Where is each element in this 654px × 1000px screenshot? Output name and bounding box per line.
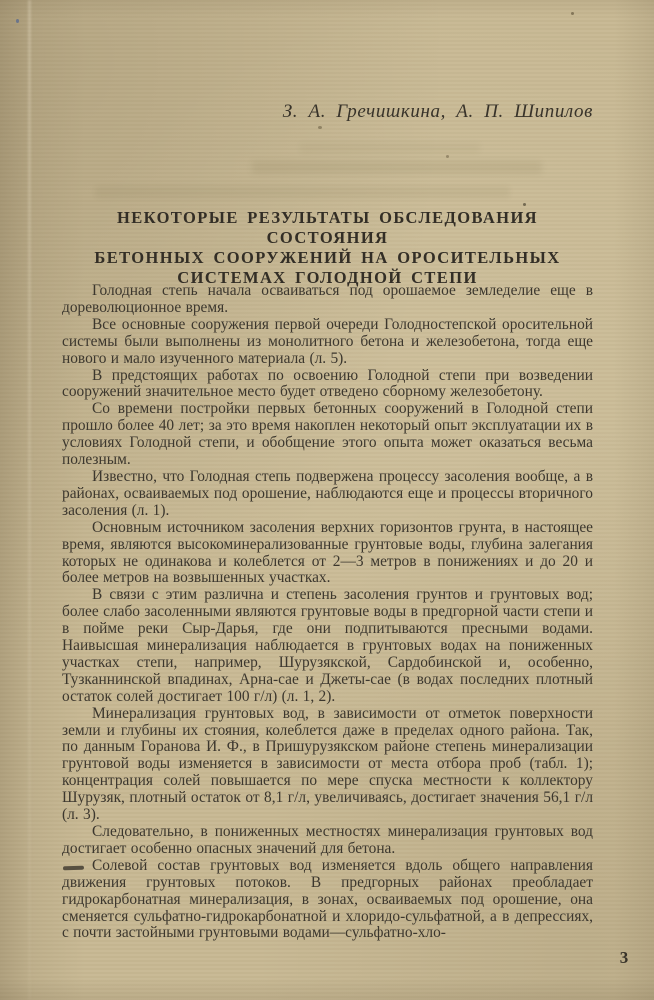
paper-speck	[571, 12, 574, 15]
body-paragraph: Следовательно, в пониженных местностях минерализация грунтовых вод достигает особенно опасных значений для бетона.	[62, 823, 593, 857]
article-title-line-3: СИСТЕМАХ ГОЛОДНОЙ СТЕПИ	[177, 268, 478, 287]
body-paragraph: Известно, что Голодная степь подвержена процессу засоления вообще, а в районах, осваиваемых под орошение, наблюдаются еще и процессы вторичного засоления (л. 1).	[62, 467, 593, 519]
paper-speck	[446, 155, 449, 158]
body-paragraph: Основным источником засоления верхних горизонтов грунта, в настоящее время, являются высокоминерализованные грунтовые воды, глубина залегания которых не одинакова и колеблется от 2—3 метров в понижениях и до 20 и более метров на возвышенных участках.	[62, 518, 593, 587]
body-paragraph: Голодная степь начала осваиваться под орошаемое земледелие еще в дореволюционное время.	[62, 282, 593, 316]
body-paragraph: В связи с этим различна и степень засоления грунтов и грунтовых вод; более слабо засоленными являются грунтовые воды в предгорной части степи и в пойме реки Сыр-Дарья, где они подпитываются пресными водами. Наивысшая минерализация наблюдается в грунтовых водах на пониженных участках степи, например, Шурузякской, Сардобинской и, особенно, Тузканнинской впадинах, Арна-сае и Джеты-сае (в водах последних плотный остаток солей достигает 100 г/л) (л. 1, 2).	[62, 586, 593, 705]
paper-crease	[28, 0, 31, 1000]
paper-speck	[16, 19, 19, 23]
pencil-margin-mark	[63, 866, 84, 871]
ink-bleed-ghost	[300, 143, 480, 153]
paper-speck	[523, 203, 526, 206]
paper-speck	[318, 126, 322, 129]
article-title-line-2: БЕТОННЫХ СООРУЖЕНИЙ НА ОРОСИТЕЛЬНЫХ	[94, 248, 561, 267]
body-paragraph: Со времени постройки первых бетонных сооружений в Голодной степи прошло более 40 лет; за это время накоплен некоторый опыт эксплуатации их в условиях Голодной степи, и обобщение этого опыта может оказаться весьма полезным.	[62, 400, 593, 469]
authors-line: З. А. Гречишкина, А. П. Шипилов	[282, 101, 593, 122]
page-number: 3	[619, 948, 629, 967]
article-title-line-1: НЕКОТОРЫЕ РЕЗУЛЬТАТЫ ОБСЛЕДОВАНИЯ СОСТОЯНИЯ	[116, 208, 538, 247]
article-title	[62, 208, 593, 288]
body-paragraph: В предстоящих работах по освоению Голодной степи при возведении сооружений значительное место будет отведено сборному железобетону.	[62, 366, 593, 401]
body-paragraph: Все основные сооружения первой очереди Голодностепской оросительной системы были выполнены из монолитного бетона и железобетона, тогда еще нового и мало изученного материала (л. 5).	[62, 315, 593, 367]
article-body	[62, 283, 593, 942]
body-paragraph: Минерализация грунтовых вод, в зависимости от отметок поверхности земли и глубины их стояния, колеблется даже в пределах одного района. Так, по данным Горанова И. Ф., в Пришурузякском районе степень минерализации грунтовой воды изменяется в зависимости от места отбора проб (табл. 1); концентрация солей повышается по мере спуска местности к коллектору Шурузяк, плотный остаток от 8,1 г/л, увеличиваясь, достигает значения 56,1 г/л (л. 3).	[62, 704, 593, 824]
ink-bleed-ghost	[95, 186, 510, 198]
ink-bleed-ghost	[252, 161, 542, 174]
body-paragraph: Солевой состав грунтовых вод изменяется вдоль общего направления движения грунтовых потоков. В предгорных районах преобладает гидрокарбонатная минерализация, в зонах, осваиваемых под орошение, она сменяется сульфатно-гидрокарбонатной и хлоридо-сульфатной, а в депрессиях, с почти застойными грунтовыми водами—сульфатно-хло-	[62, 856, 593, 942]
